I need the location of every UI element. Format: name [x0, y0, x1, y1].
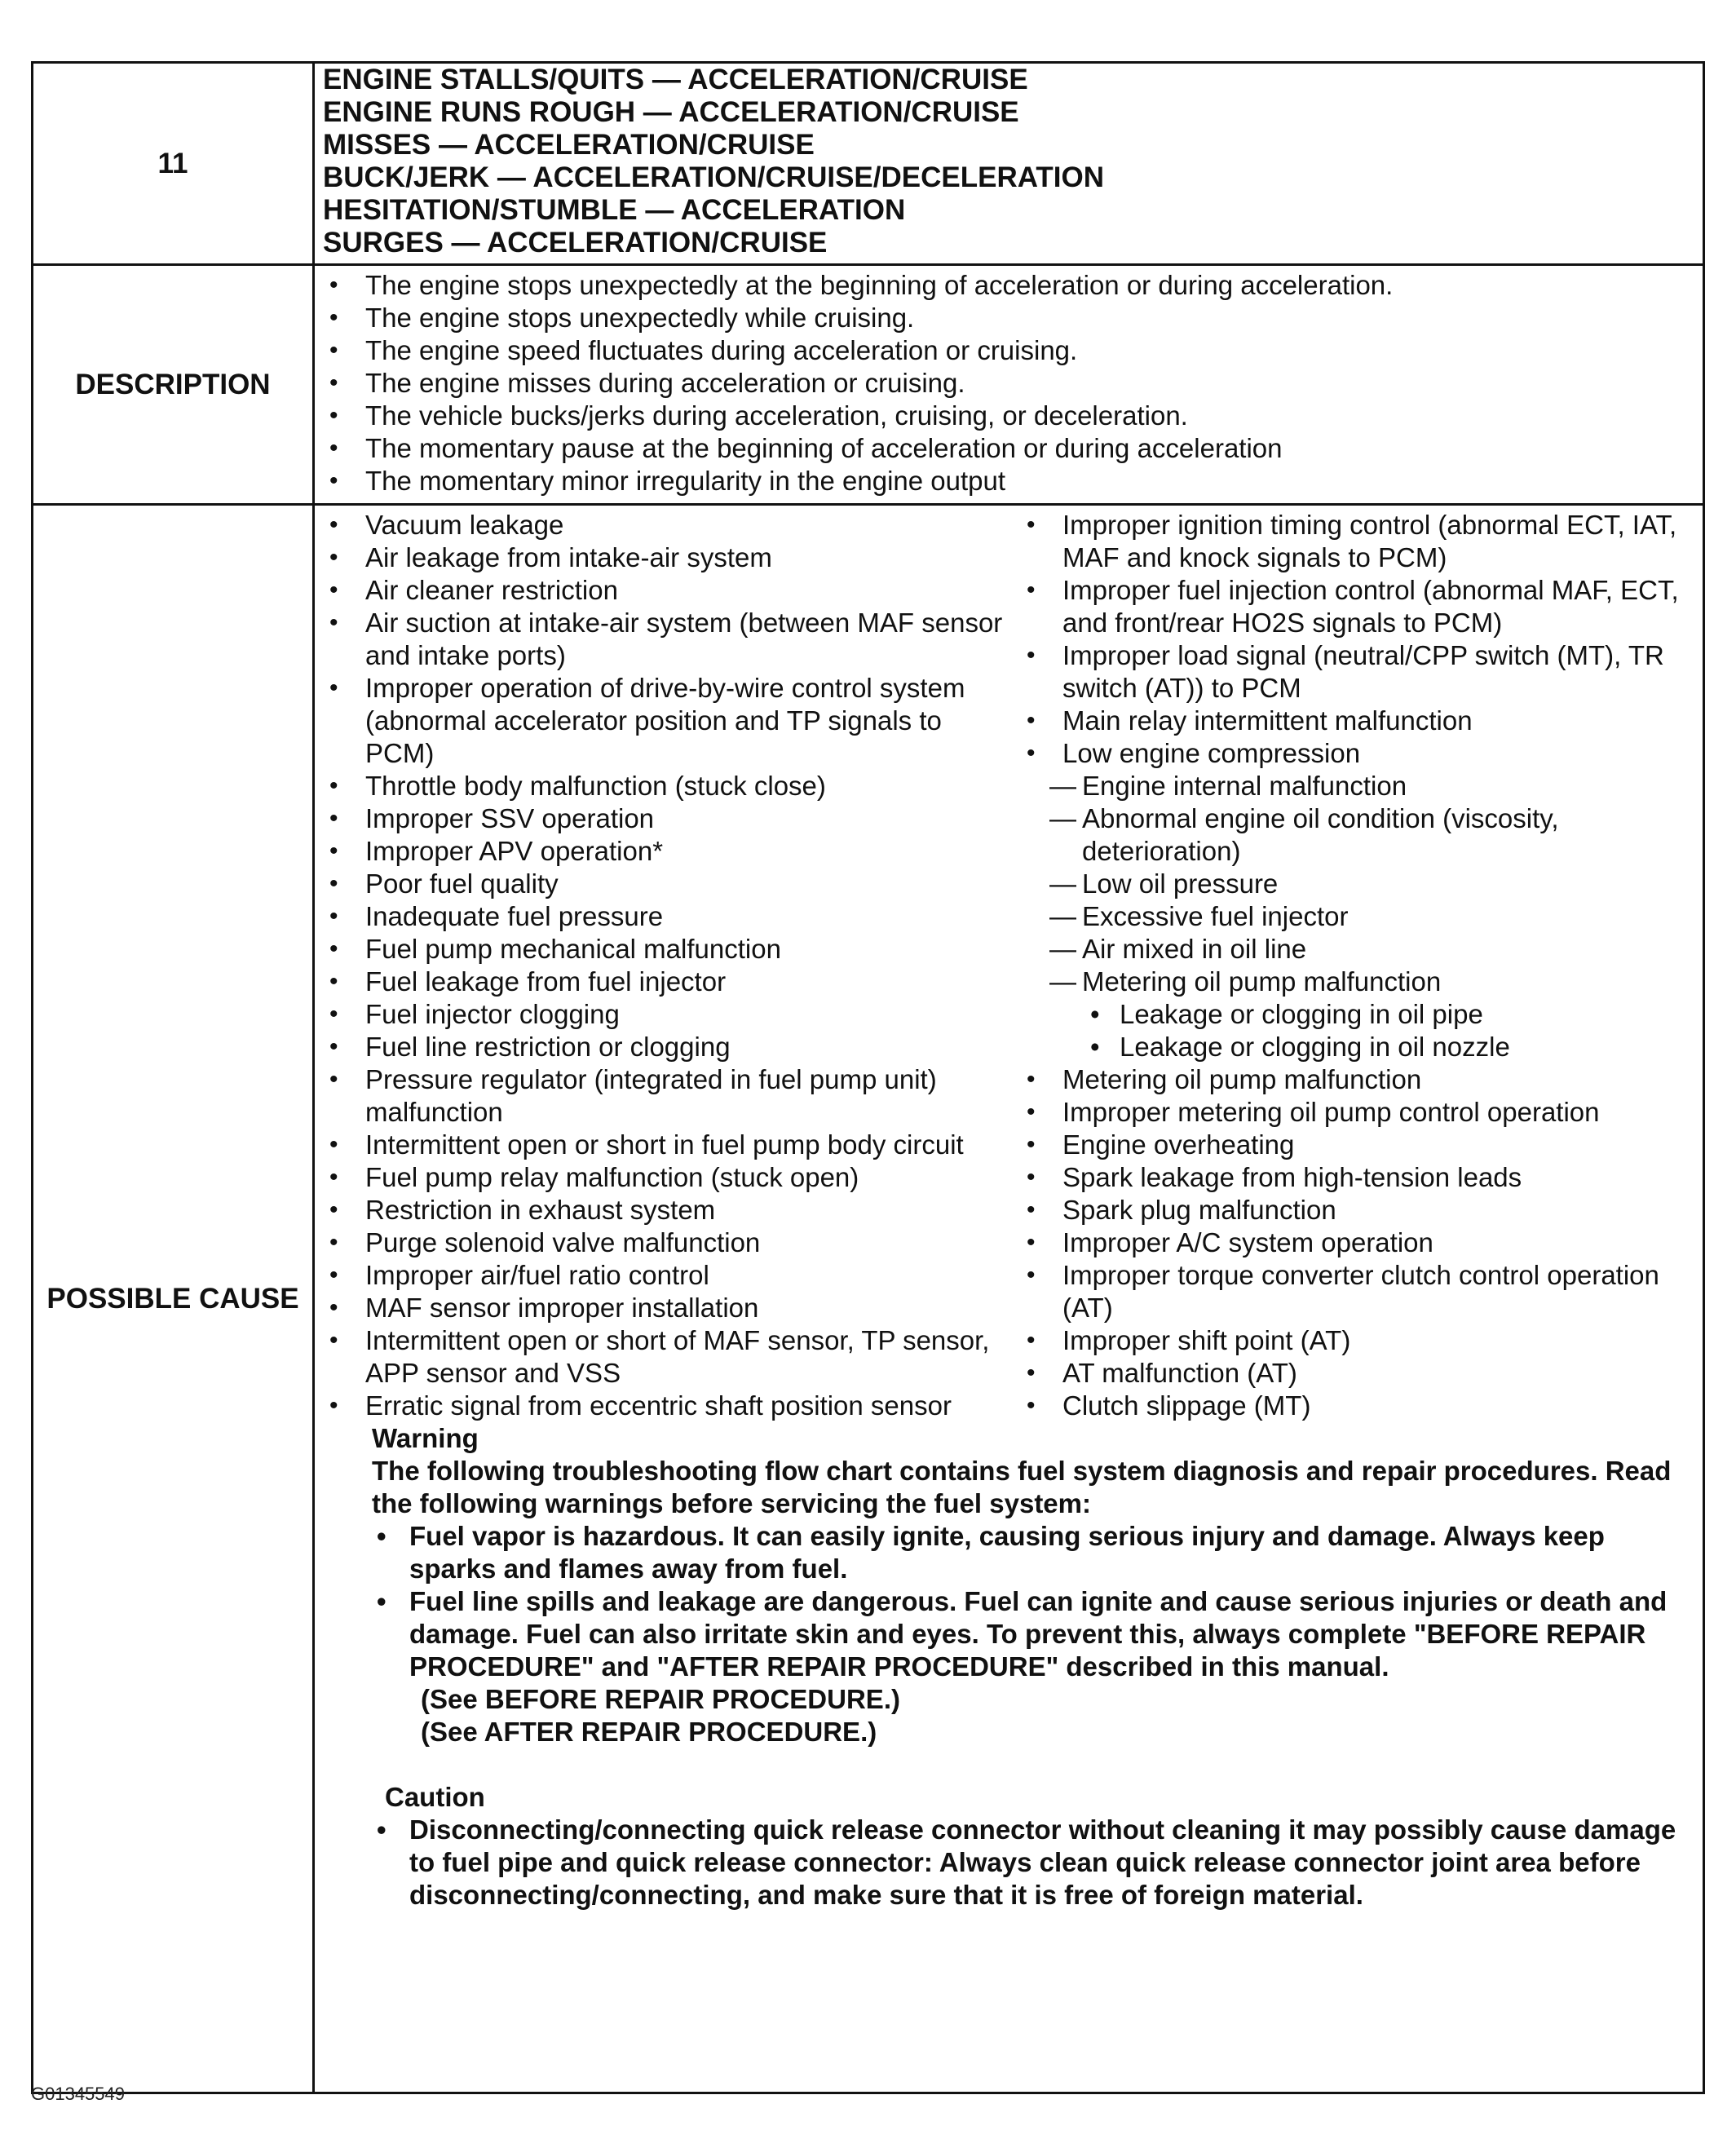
- description-label: DESCRIPTION: [33, 265, 314, 505]
- possible-cause-cell: [314, 505, 1704, 2093]
- cause-item: • Improper operation of drive-by-wire control system (abnormal accelerator position and TP signals to PCM): [315, 672, 1012, 770]
- see-before-repair-link[interactable]: (See BEFORE REPAIR PROCEDURE.): [421, 1684, 900, 1714]
- warning-intro: The following troubleshooting flow chart contains fuel system diagnosis and repair procedures. Read the following warnings before servicing the fuel system:: [372, 1456, 1672, 1518]
- cause-item: • Fuel leakage from fuel injector: [315, 966, 1012, 998]
- cause-list-right: [1012, 509, 1697, 1422]
- cause-item: • Engine overheating: [1012, 1129, 1697, 1161]
- caution-item: • Disconnecting/connecting quick release connector without cleaning it may possibly cause damage to fuel pipe and quick release connector: Always clean quick release connector joint area before disconnecting/connecting, and make sure that it is free of foreign material.: [372, 1814, 1693, 1912]
- cause-item: • Improper ignition timing control (abnormal ECT, IAT, MAF and knock signals to PCM): [1012, 509, 1697, 574]
- cause-item: • Air suction at intake-air system (between MAF sensor and intake ports): [315, 607, 1012, 672]
- figure-code: G01345549: [31, 2084, 125, 2104]
- cause-item: • Poor fuel quality: [315, 868, 1012, 900]
- step-number: 11: [33, 63, 314, 265]
- compression-sub-item: — Air mixed in oil line: [1049, 934, 1307, 964]
- warning-item: • Fuel line spills and leakage are dangerous. Fuel can ignite and cause serious injuries or death and damage. Fuel can also irritate skin and eyes. To prevent this, always complete "BEFORE REPAIR PROCEDURE" and "AFTER REPAIR PROCEDURE" described in this manual.: [372, 1585, 1693, 1683]
- description-item: • The vehicle bucks/jerks during acceleration, cruising, or deceleration.: [315, 400, 1698, 432]
- cause-item: • AT malfunction (AT): [1012, 1357, 1697, 1390]
- symptom-title: MISSES — ACCELERATION/CRUISE: [323, 129, 815, 161]
- cause-item: • Erratic signal from eccentric shaft position sensor: [315, 1390, 1012, 1422]
- cause-item: • Fuel pump relay malfunction (stuck open): [315, 1161, 1012, 1194]
- oil-pump-sub-item: • Leakage or clogging in oil pipe: [1012, 998, 1697, 1031]
- cause-item: • Improper APV operation*: [315, 835, 1012, 868]
- possible-cause-row: [33, 505, 1704, 2093]
- description-item: • The engine speed fluctuates during acceleration or cruising.: [315, 334, 1698, 367]
- warning-title: Warning: [372, 1423, 479, 1453]
- cause-item: • Throttle body malfunction (stuck close): [315, 770, 1012, 802]
- symptom-title: ENGINE RUNS ROUGH — ACCELERATION/CRUISE: [323, 96, 1019, 128]
- troubleshooting-table: [31, 61, 1705, 2094]
- cause-list-left: [315, 509, 1012, 1422]
- warning-item: • Fuel vapor is hazardous. It can easily ignite, causing serious injury and damage. Always keep sparks and flames away from fuel.: [372, 1520, 1693, 1585]
- possible-cause-label: POSSIBLE CAUSE: [33, 505, 314, 2093]
- cause-item: • Metering oil pump malfunction: [1012, 1063, 1697, 1096]
- cause-item: • Fuel pump mechanical malfunction: [315, 933, 1012, 966]
- cause-item: • Purge solenoid valve malfunction: [315, 1226, 1012, 1259]
- compression-sub-item: — Engine internal malfunction: [1049, 771, 1407, 801]
- oil-pump-sub-item: • Leakage or clogging in oil nozzle: [1012, 1031, 1697, 1063]
- description-list: [315, 266, 1703, 499]
- cause-item: • Inadequate fuel pressure: [315, 900, 1012, 933]
- description-item: • The engine misses during acceleration or cruising.: [315, 367, 1698, 400]
- description-item: • The engine stops unexpectedly at the beginning of acceleration or during acceleration.: [315, 269, 1698, 302]
- description-cell: [314, 265, 1704, 505]
- cause-item: • Air cleaner restriction: [315, 574, 1012, 607]
- warning-list: [372, 1520, 1693, 1683]
- cause-item: • Fuel line restriction or clogging: [315, 1031, 1012, 1063]
- cause-item: • Spark leakage from high-tension leads: [1012, 1161, 1697, 1194]
- symptom-title: ENGINE STALLS/QUITS — ACCELERATION/CRUISE: [323, 64, 1028, 95]
- cause-item: • Air leakage from intake-air system: [315, 541, 1012, 574]
- warning-block: [315, 1422, 1698, 1912]
- cause-item: • Fuel injector clogging: [315, 998, 1012, 1031]
- cause-item: • Improper shift point (AT): [1012, 1324, 1697, 1357]
- cause-item: • Spark plug malfunction: [1012, 1194, 1697, 1226]
- caution-list: [372, 1814, 1693, 1912]
- cause-item: • Improper fuel injection control (abnormal MAF, ECT, and front/rear HO2S signals to PCM): [1012, 574, 1697, 639]
- cause-item: • Improper torque converter clutch control operation (AT): [1012, 1259, 1697, 1324]
- compression-sub-item: — Abnormal engine oil condition (viscosity, deterioration): [1049, 803, 1559, 866]
- description-item: • The engine stops unexpectedly while cruising.: [315, 302, 1698, 334]
- cause-item: • Vacuum leakage: [315, 509, 1012, 541]
- cause-item: • Improper load signal (neutral/CPP switch (MT), TR switch (AT)) to PCM: [1012, 639, 1697, 705]
- cause-item: • Main relay intermittent malfunction: [1012, 705, 1697, 737]
- cause-item: • Pressure regulator (integrated in fuel pump unit) malfunction: [315, 1063, 1012, 1129]
- symptom-title: HESITATION/STUMBLE — ACCELERATION: [323, 194, 906, 226]
- symptom-title: SURGES — ACCELERATION/CRUISE: [323, 227, 828, 259]
- symptom-titles: [314, 63, 1704, 265]
- caution-title: Caution: [385, 1782, 485, 1812]
- header-row: [33, 63, 1704, 265]
- cause-item: • Restriction in exhaust system: [315, 1194, 1012, 1226]
- cause-item: • Intermittent open or short of MAF sensor, TP sensor, APP sensor and VSS: [315, 1324, 1012, 1390]
- cause-item: • Improper metering oil pump control operation: [1012, 1096, 1697, 1129]
- description-row: [33, 265, 1704, 505]
- compression-sub-item: — Metering oil pump malfunction: [1049, 966, 1442, 997]
- compression-sub-item: — Low oil pressure: [1049, 868, 1279, 899]
- see-after-repair-link[interactable]: (See AFTER REPAIR PROCEDURE.): [421, 1717, 877, 1747]
- symptom-title: BUCK/JERK — ACCELERATION/CRUISE/DECELERATION: [323, 161, 1105, 193]
- cause-item: • Improper A/C system operation: [1012, 1226, 1697, 1259]
- description-item: • The momentary pause at the beginning of acceleration or during acceleration: [315, 432, 1698, 465]
- cause-item: • MAF sensor improper installation: [315, 1292, 1012, 1324]
- cause-item: • Improper air/fuel ratio control: [315, 1259, 1012, 1292]
- cause-item: • Low engine compression: [1012, 737, 1697, 770]
- description-item: • The momentary minor irregularity in the engine output: [315, 465, 1698, 497]
- compression-sub-item: — Excessive fuel injector: [1049, 901, 1349, 931]
- cause-item: • Improper SSV operation: [315, 802, 1012, 835]
- cause-item: • Clutch slippage (MT): [1012, 1390, 1697, 1422]
- cause-item: • Intermittent open or short in fuel pump body circuit: [315, 1129, 1012, 1161]
